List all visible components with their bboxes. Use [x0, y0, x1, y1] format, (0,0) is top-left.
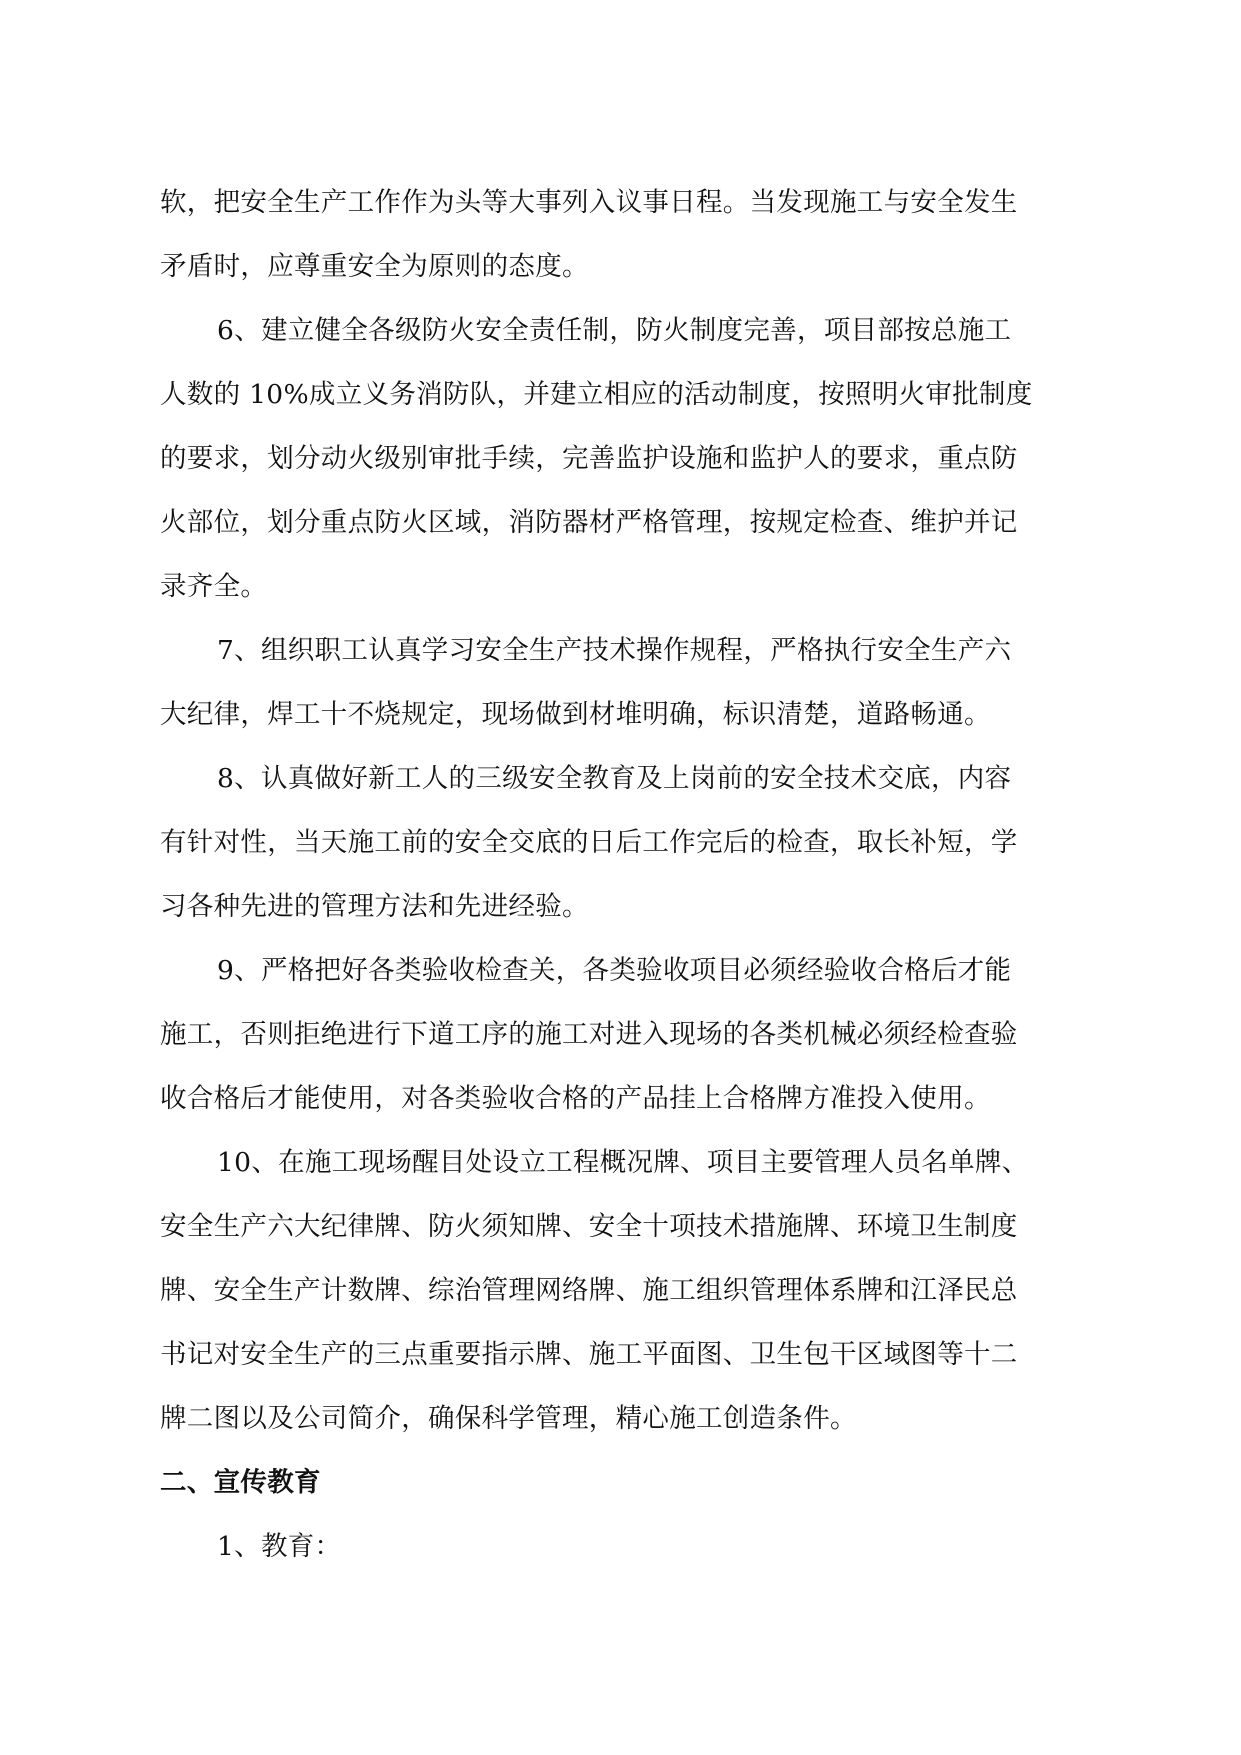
paragraph-line: 人数的 10%成立义务消防队，并建立相应的活动制度，按照明火审批制度	[160, 379, 1033, 410]
paragraph-line: 大纪律，焊工十不烧规定，现场做到材堆明确，标识清楚，道路畅通。	[160, 699, 991, 730]
paragraph-line: 的要求，划分动火级别审批手续，完善监护设施和监护人的要求，重点防	[160, 443, 1018, 474]
paragraph-line: 习各种先进的管理方法和先进经验。	[160, 891, 589, 922]
paragraph-line: 录齐全。	[160, 571, 268, 602]
paragraph-line: 软，把安全生产工作作为头等大事列入议事日程。当发现施工与安全发生	[160, 187, 1018, 218]
paragraph-line: 书记对安全生产的三点重要指示牌、施工平面图、卫生包干区域图等十二	[160, 1339, 1018, 1370]
paragraph-line: 有针对性，当天施工前的安全交底的日后工作完后的检查，取长补短，学	[160, 827, 1018, 858]
paragraph-line: 9、严格把好各类验收检查关，各类验收项目必须经验收合格后才能	[217, 955, 1012, 986]
paragraph-line: 6、建立健全各级防火安全责任制，防火制度完善，项目部按总施工	[217, 315, 1012, 346]
paragraph-line: 牌二图以及公司简介，确保科学管理，精心施工创造条件。	[160, 1403, 857, 1434]
subsection-heading: 1、教育：	[217, 1531, 342, 1562]
paragraph-line: 施工，否则拒绝进行下道工序的施工对进入现场的各类机械必须经检查验	[160, 1019, 1018, 1050]
section-heading: 二、宣传教育	[160, 1467, 321, 1498]
paragraph-line: 7、组织职工认真学习安全生产技术操作规程，严格执行安全生产六	[217, 635, 1012, 666]
paragraph-line: 8、认真做好新工人的三级安全教育及上岗前的安全技术交底，内容	[217, 763, 1012, 794]
paragraph-line: 10、在施工现场醒目处设立工程概况牌、项目主要管理人员名单牌、	[217, 1147, 1029, 1178]
paragraph-line: 矛盾时，应尊重安全为原则的态度。	[160, 251, 589, 282]
paragraph-line: 牌、安全生产计数牌、综治管理网络牌、施工组织管理体系牌和江泽民总	[160, 1275, 1018, 1306]
paragraph-line: 火部位，划分重点防火区域，消防器材严格管理，按规定检查、维护并记	[160, 507, 1018, 538]
paragraph-line: 安全生产六大纪律牌、防火须知牌、安全十项技术措施牌、环境卫生制度	[160, 1211, 1018, 1242]
document-body	[160, 186, 1080, 1594]
paragraph-line: 收合格后才能使用，对各类验收合格的产品挂上合格牌方准投入使用。	[160, 1083, 991, 1114]
